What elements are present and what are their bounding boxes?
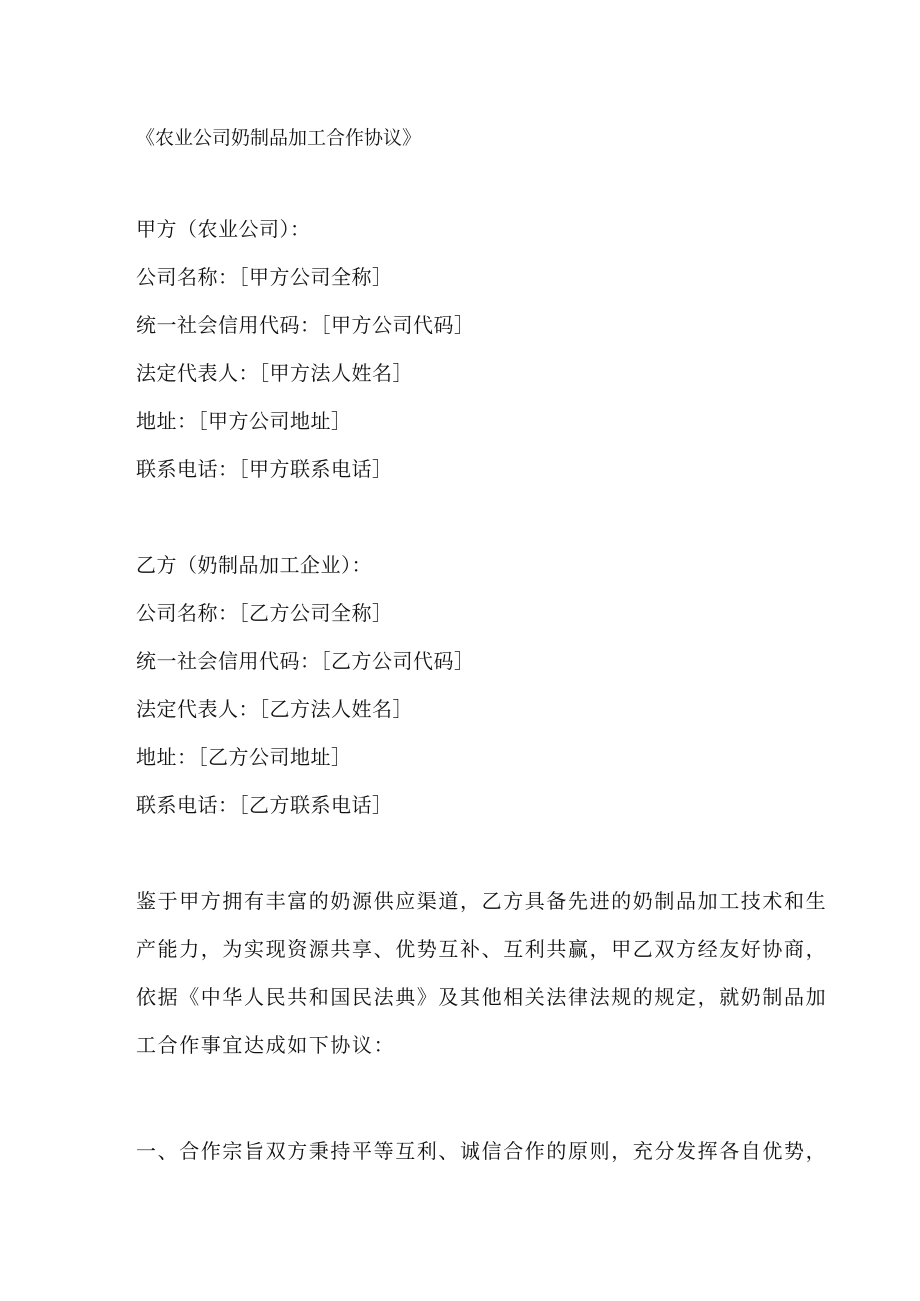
preamble-line: 依据《中华人民共和国民法典》及其他相关法律法规的规定，就奶制品加 (136, 985, 828, 1009)
preamble-line: 鉴于甲方拥有丰富的奶源供应渠道，乙方具备先进的奶制品加工技术和生 (136, 889, 828, 913)
section-1-text: 一、合作宗旨双方秉持平等互利、诚信合作的原则，充分发挥各自优势， (136, 1139, 828, 1163)
party-a-company-name: 公司名称：［甲方公司全称］ (136, 265, 393, 289)
party-a-heading: 甲方（农业公司）： (136, 217, 311, 241)
party-a-address: 地址：［甲方公司地址］ (136, 409, 352, 433)
document-title: 《农业公司奶制品加工合作协议》 (136, 127, 422, 149)
party-b-address: 地址：［乙方公司地址］ (136, 745, 352, 769)
party-b-phone: 联系电话：［乙方联系电话］ (136, 793, 393, 817)
party-b-company-name: 公司名称：［乙方公司全称］ (136, 601, 393, 625)
party-a-phone: 联系电话：［甲方联系电话］ (136, 457, 393, 481)
party-b-legal-rep: 法定代表人：［乙方法人姓名］ (136, 697, 413, 721)
preamble-line: 工合作事宜达成如下协议： (136, 1033, 396, 1057)
party-b-credit-code: 统一社会信用代码：［乙方公司代码］ (136, 649, 475, 673)
party-a-credit-code: 统一社会信用代码：［甲方公司代码］ (136, 313, 475, 337)
preamble-line: 产能力，为实现资源共享、优势互补、互利共赢，甲乙双方经友好协商， (136, 937, 828, 961)
party-a-legal-rep: 法定代表人：［甲方法人姓名］ (136, 361, 413, 385)
party-b-heading: 乙方（奶制品加工企业）： (136, 553, 372, 577)
